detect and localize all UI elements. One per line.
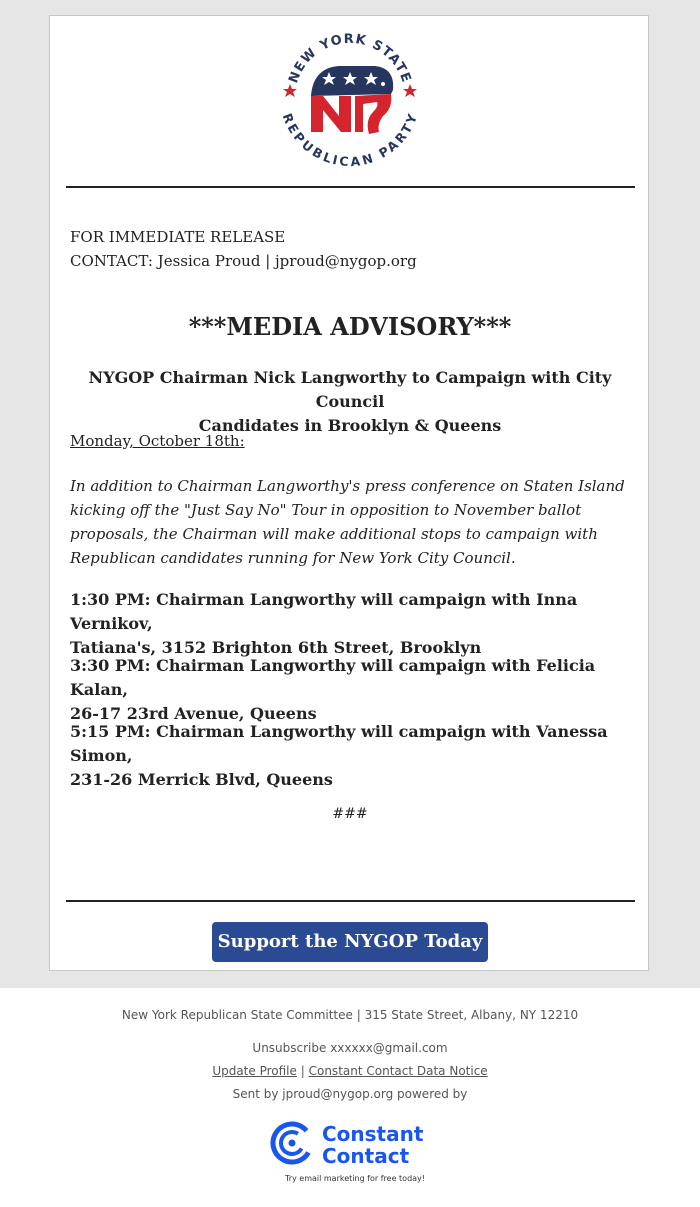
sent-by: Sent by jproud@nygop.org powered by — [232, 1087, 468, 1101]
schedule-line: 26-17 23rd Avenue, Queens — [70, 704, 317, 723]
contact-line: CONTACT: Jessica Proud | jproud@nygop.org — [70, 252, 417, 270]
intro-line: kicking off the "Just Say No" Tour in opposition to November ballot — [70, 501, 582, 519]
event-date: Monday, October 18th: — [70, 432, 245, 450]
intro-line: proposals, the Chairman will make additional stops to campaign with — [70, 525, 598, 543]
nygop-logo — [279, 24, 421, 172]
top-divider — [66, 186, 635, 188]
end-mark: ### — [332, 806, 368, 822]
footer-links — [0, 1064, 700, 1078]
headline-line: NYGOP Chairman Nick Langworthy to Campaign with City Council — [88, 368, 612, 411]
cc-tagline: Try email marketing for free today! — [285, 1174, 425, 1183]
logo-top-text: NEW YORK STATE — [286, 31, 414, 86]
constant-contact-logo[interactable] — [270, 1118, 440, 1188]
schedule-line: 231-26 Merrick Blvd, Queens — [70, 770, 333, 789]
release-line: FOR IMMEDIATE RELEASE — [70, 228, 286, 246]
advisory-title: ***MEDIA ADVISORY*** — [188, 312, 512, 341]
data-notice-link[interactable]: Constant Contact Data Notice — [308, 1064, 488, 1078]
cc-line2: Contact — [322, 1144, 410, 1168]
schedule-item — [70, 654, 635, 726]
headline-line: Candidates in Brooklyn & Queens — [198, 416, 502, 435]
update-profile-link[interactable]: Update Profile — [212, 1064, 297, 1078]
ny-monogram — [311, 96, 351, 132]
ny-monogram-trunk — [355, 94, 391, 134]
footer-address: New York Republican State Committee | 315 State Street, Albany, NY 12210 — [121, 1008, 579, 1022]
star-icon — [283, 84, 297, 97]
schedule-line: 5:15 PM: Chairman Langworthy will campaign with Vanessa Simon, — [70, 722, 608, 765]
schedule-item — [70, 720, 635, 792]
footer-separator: | — [300, 1064, 305, 1078]
bottom-divider — [66, 900, 635, 902]
cc-line1: Constant — [322, 1122, 424, 1146]
elephant-eye — [381, 82, 385, 86]
logo-bottom-text: REPUBLICAN PARTY — [279, 111, 421, 170]
star-icon — [403, 84, 417, 97]
schedule-item — [70, 588, 635, 660]
intro-line: Republican candidates running for New York City Council. — [70, 549, 516, 567]
schedule-line: 3:30 PM: Chairman Langworthy will campaign with Felicia Kalan, — [70, 656, 596, 699]
constant-contact-icon-dot — [289, 1140, 296, 1147]
intro-line: In addition to Chairman Langworthy's press conference on Staten Island — [70, 477, 625, 495]
schedule-line: 1:30 PM: Chairman Langworthy will campaign with Inna Vernikov, — [70, 590, 578, 633]
unsubscribe-link[interactable]: Unsubscribe xxxxxx@gmail.com — [252, 1041, 448, 1055]
schedule-line: Tatiana's, 3152 Brighton 6th Street, Brooklyn — [70, 638, 482, 657]
headline — [70, 366, 630, 438]
support-button[interactable]: Support the NYGOP Today — [212, 922, 488, 962]
intro-paragraph — [70, 474, 630, 570]
